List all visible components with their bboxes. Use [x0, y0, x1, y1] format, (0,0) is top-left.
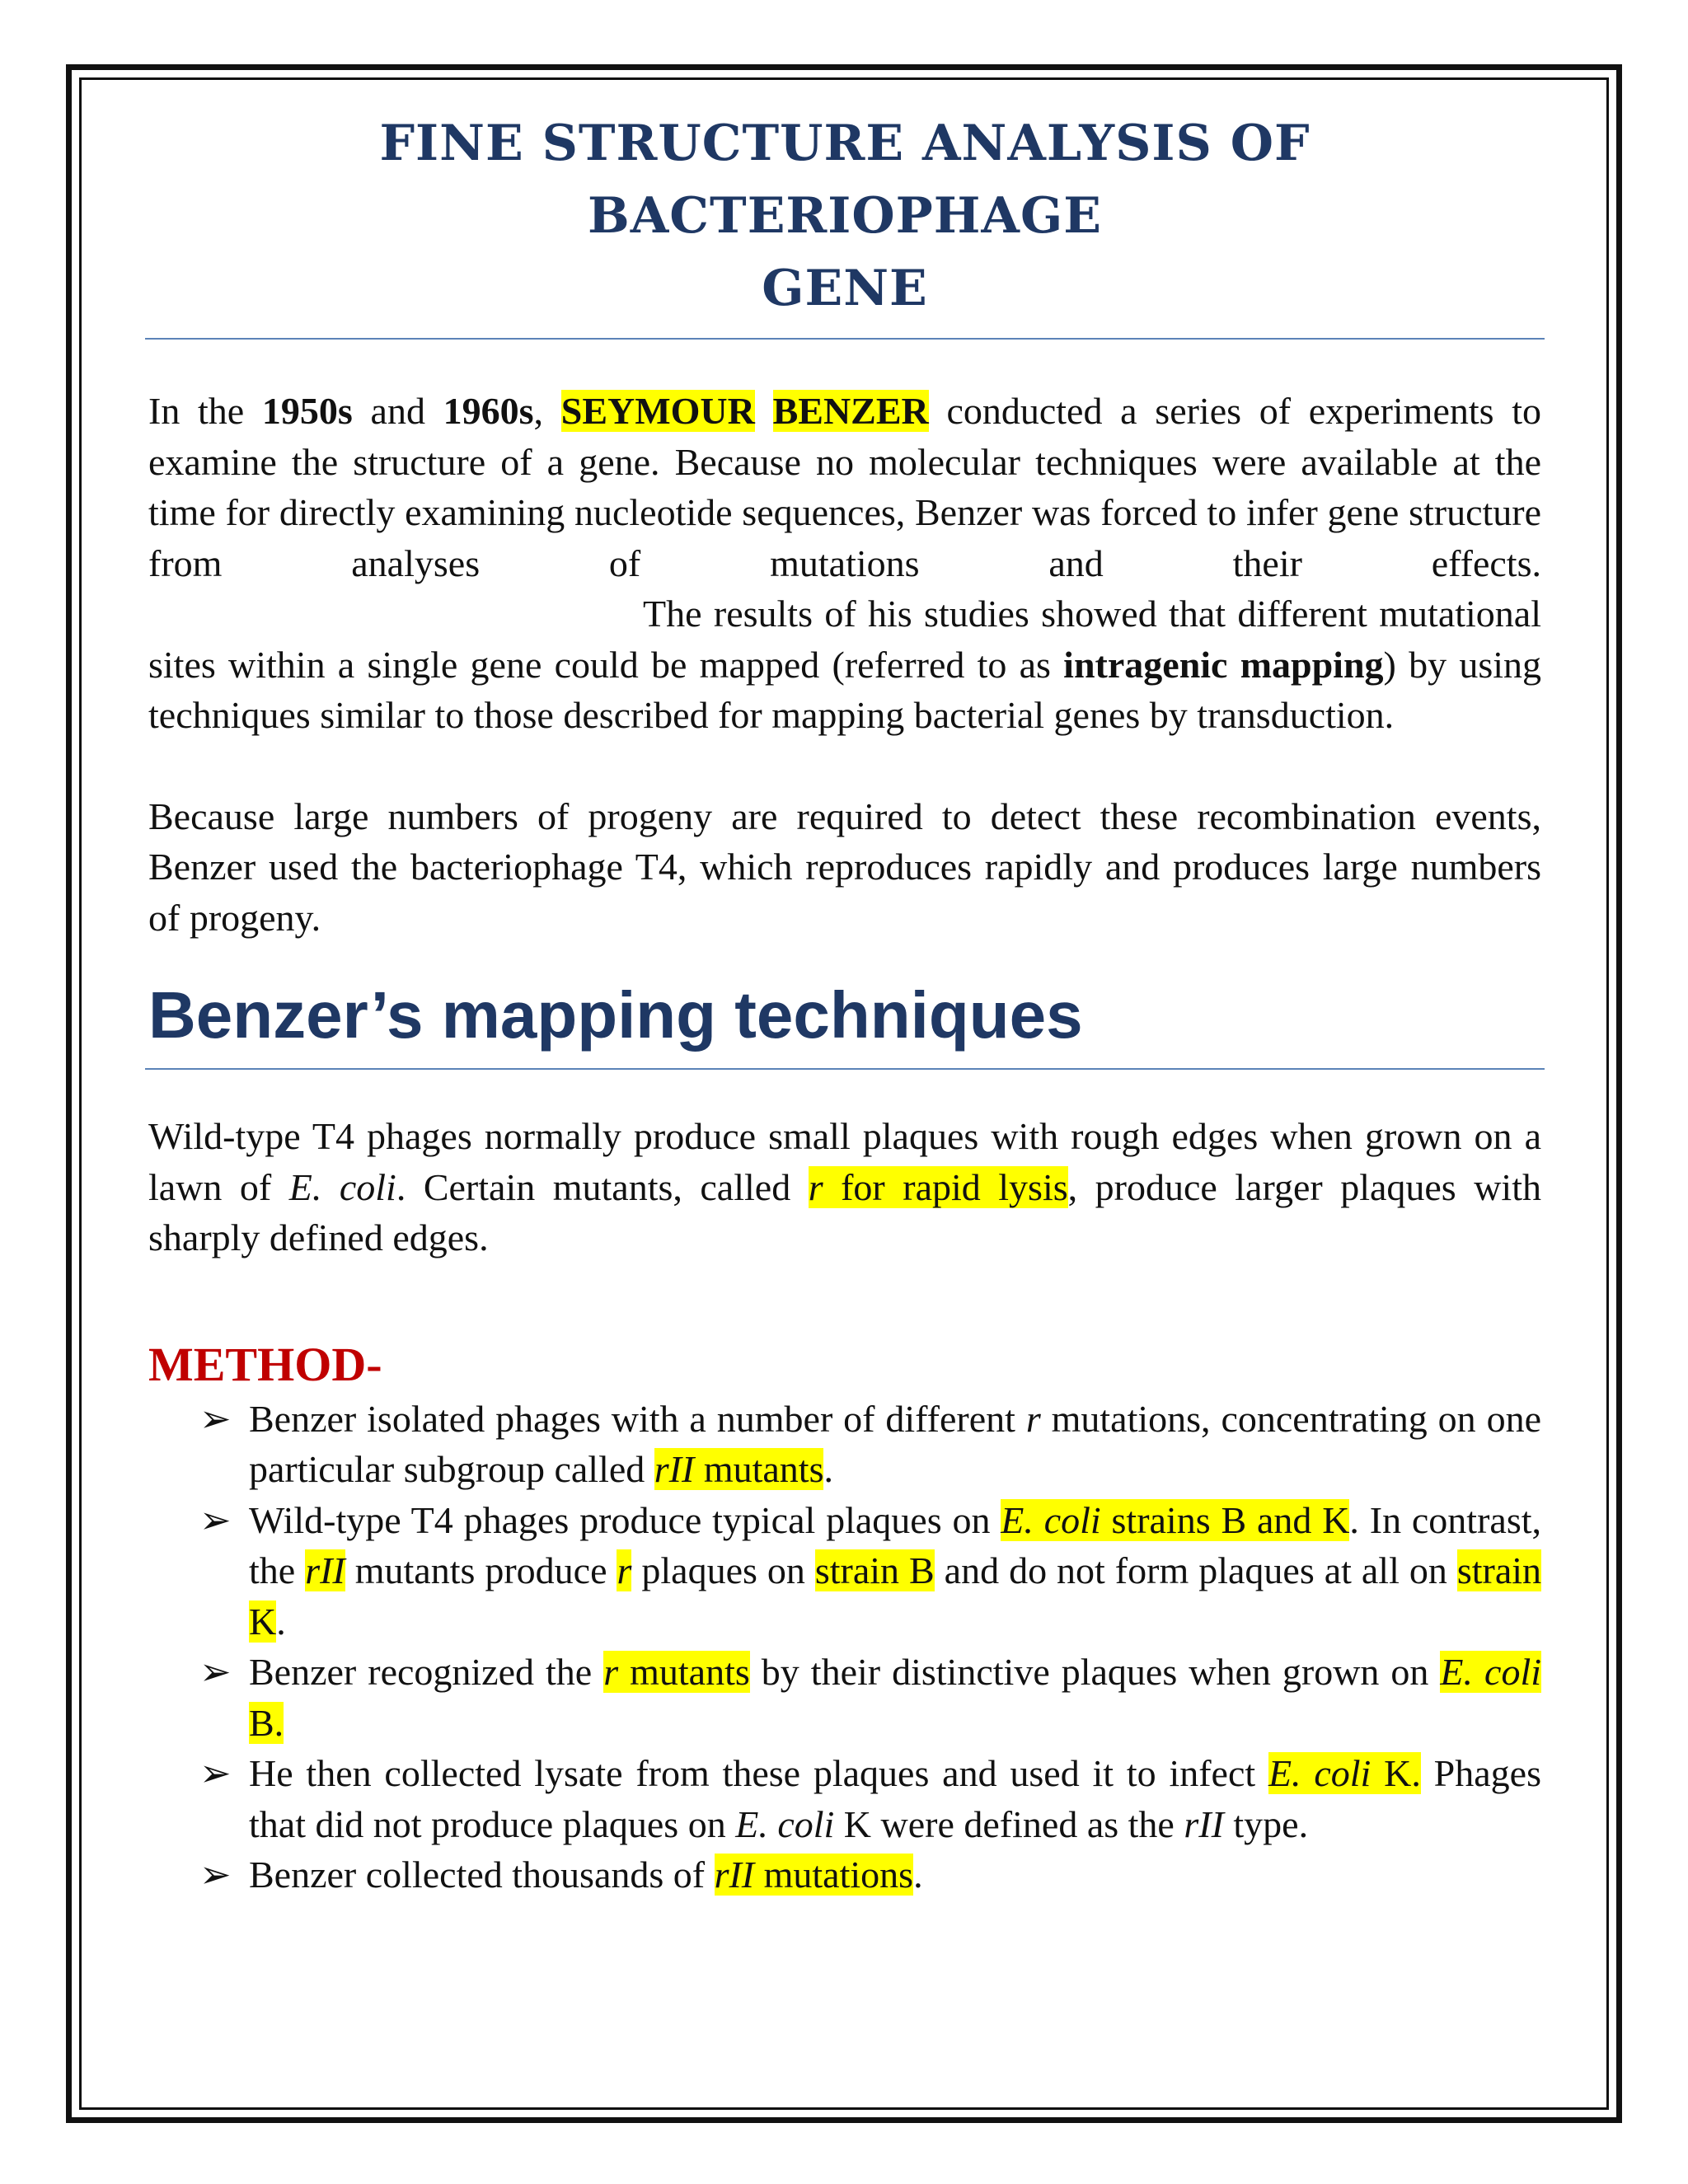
bullet-text	[249, 1849, 1541, 1900]
text-run: type.	[1223, 1802, 1309, 1845]
italic-run: rII	[714, 1854, 755, 1896]
text-run: mutants produce	[345, 1549, 617, 1591]
text-run: by their distinctive plaques when grown on	[749, 1651, 1441, 1693]
intro-paragraph	[148, 386, 1541, 588]
text-run: K.	[1371, 1752, 1421, 1794]
italic-run: E. coli	[288, 1165, 396, 1208]
italic-run: rII	[1184, 1802, 1224, 1845]
text-run: mutants	[694, 1448, 824, 1490]
bold-run: intragenic mapping	[1063, 643, 1384, 686]
highlight-strain-k: strain K	[249, 1549, 1542, 1643]
arrow-bullet-icon: ➢	[199, 1649, 232, 1694]
bullet-text	[249, 1394, 1541, 1495]
plaques-paragraph	[148, 1111, 1541, 1263]
text-run: and do not form plaques at all on	[934, 1549, 1457, 1591]
arrow-bullet-icon: ➢	[199, 1852, 232, 1896]
text-run: for rapid lysis	[823, 1165, 1068, 1208]
text-run: , produce larger plaques with sharply defined edges.	[148, 1165, 1541, 1258]
bold-run: 1950s	[261, 390, 353, 432]
highlight-rii-mutations	[715, 1854, 914, 1896]
section-heading: Benzer’s mapping techniques	[148, 978, 1083, 1052]
text-run: plaques on	[631, 1549, 815, 1591]
italic-run: rII	[654, 1448, 695, 1490]
highlight-seymour: SEYMOUR	[560, 390, 755, 432]
bullet-text	[249, 1748, 1541, 1849]
text-run: mutations	[754, 1854, 914, 1896]
document-page	[148, 107, 1541, 1900]
italic-run: r	[808, 1165, 823, 1208]
text-run: Benzer collected thousands of	[249, 1854, 715, 1896]
highlight-rii: rII	[305, 1549, 345, 1591]
highlight-benzer: BENZER	[772, 390, 929, 432]
text-run: and	[352, 390, 443, 432]
italic-run: r	[1025, 1397, 1041, 1440]
highlight-r-mutants	[603, 1651, 750, 1693]
highlight-strains	[1001, 1499, 1349, 1541]
highlight-rapid-lysis	[809, 1166, 1068, 1208]
text-run: .	[276, 1600, 286, 1643]
title-line-1: FINE STRUCTURE ANALYSIS OF BACTERIOPHAGE	[379, 115, 1311, 245]
list-item	[148, 1647, 1541, 1748]
italic-run: E. coli	[735, 1802, 835, 1845]
highlight-ecoli-k	[1268, 1752, 1421, 1794]
highlight-rii-mutants	[654, 1448, 824, 1490]
text-run: ,	[533, 390, 561, 432]
text-run: In the	[148, 390, 262, 432]
text-run: Wild-type T4 phages produce typical plaques on	[249, 1498, 1001, 1541]
results-paragraph	[148, 588, 1541, 741]
italic-run: E. coli	[1440, 1651, 1541, 1693]
italic-run: r	[603, 1651, 619, 1693]
bullet-text	[249, 1495, 1541, 1647]
list-item	[148, 1495, 1541, 1647]
text-run: . Certain mutants, called	[396, 1165, 809, 1208]
text-run: .	[823, 1448, 833, 1490]
bullet-text	[249, 1647, 1541, 1748]
method-list	[148, 1394, 1541, 1900]
text-run: conducted a series of experiments to examine the structure of a gene. Because no molecular techniques were available at the time for directly examining nucleotide sequences, Benzer was forced to infer gene structure from analyses of mutations and their effects.	[148, 390, 1542, 584]
highlight-r: r	[617, 1549, 632, 1591]
text-run: .	[913, 1854, 923, 1896]
text-run: mutants	[618, 1651, 750, 1693]
list-item	[148, 1748, 1541, 1849]
text-run: Phages that did not produce plaques on	[249, 1752, 1541, 1845]
text-run: ) by using techniques similar to those described for mapping bacterial genes by transduction.	[148, 643, 1542, 736]
italic-run: E. coli	[1268, 1752, 1372, 1794]
text-run: mutations, concentrating on one particular subgroup called	[249, 1397, 1541, 1490]
arrow-bullet-icon: ➢	[199, 1395, 232, 1441]
text-run: strains B and K	[1100, 1498, 1350, 1541]
list-item	[148, 1394, 1541, 1495]
text-run: K were defined as the	[834, 1802, 1184, 1845]
text-run: He then collected lysate from these plaques and used it to infect	[249, 1752, 1268, 1794]
text-run	[755, 390, 773, 432]
title-divider	[145, 338, 1545, 340]
document-title	[148, 107, 1541, 325]
title-line-2: GENE	[762, 260, 928, 317]
italic-run: E. coli	[1001, 1498, 1101, 1541]
section-divider	[145, 1068, 1545, 1070]
text-run: Wild-type T4 phages normally produce small plaques with rough edges when grown on a lawn of	[148, 1115, 1541, 1208]
progeny-paragraph: Because large numbers of progeny are required to detect these recombination events, Benzer used the bacteriophage T4, which reproduces rapidly and produces large numbers of progeny.	[148, 794, 1541, 939]
list-item	[148, 1849, 1541, 1900]
text-run: B.	[249, 1701, 284, 1744]
text-run: The results of his studies showed that different mutational sites within a single gene could be mapped (referred to as	[148, 593, 1541, 686]
arrow-bullet-icon: ➢	[199, 1750, 232, 1795]
highlight-strain-b: strain B	[814, 1549, 935, 1591]
arrow-bullet-icon: ➢	[199, 1497, 232, 1542]
text-run: Benzer isolated phages with a number of different	[249, 1397, 1026, 1440]
bold-run: 1960s	[443, 390, 534, 432]
method-heading: METHOD-	[148, 1337, 382, 1391]
text-run: . In contrast, the	[249, 1498, 1542, 1591]
text-run: Benzer recognized the	[249, 1651, 604, 1693]
